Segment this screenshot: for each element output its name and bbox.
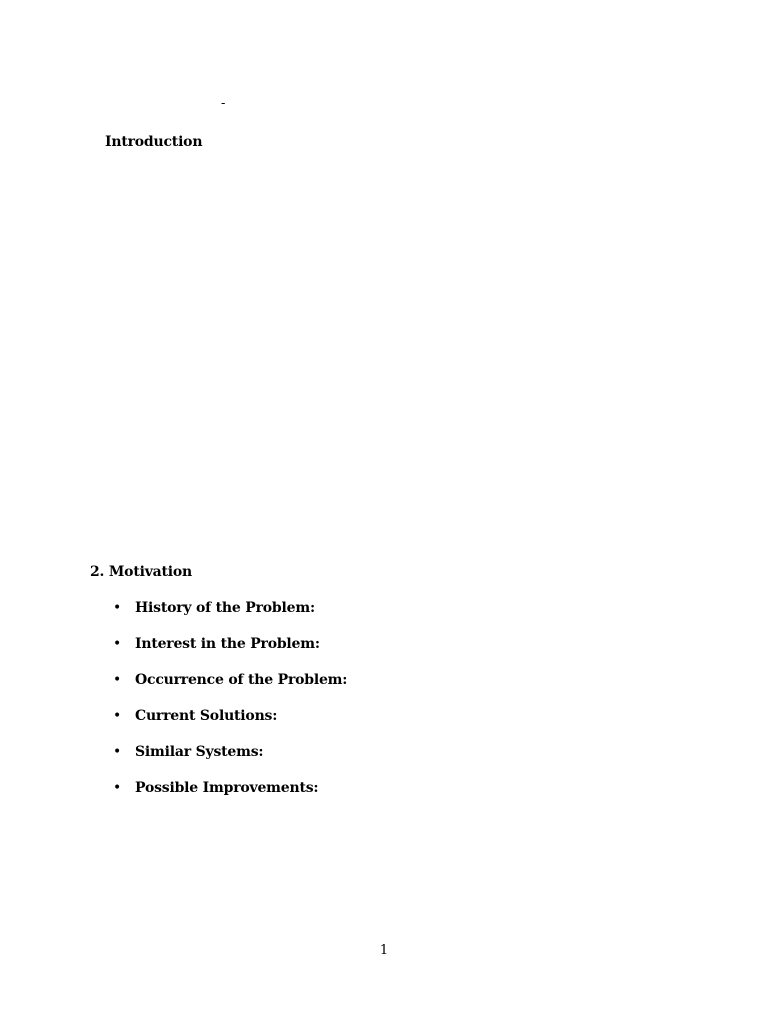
- list-item: [0, 599, 500, 635]
- list-item: [0, 671, 500, 707]
- list-item: [0, 743, 500, 779]
- bullet-icon: •: [113, 636, 122, 652]
- bullet-similar-systems: Similar Systems:: [135, 744, 264, 760]
- motivation-bullet-list: [0, 599, 500, 815]
- page-number: 1: [379, 943, 389, 958]
- bullet-possible-improvements: Possible Improvements:: [135, 780, 319, 796]
- motivation-heading: 2. Motivation: [90, 564, 193, 580]
- bullet-icon: •: [113, 672, 122, 688]
- top-dash-mark: -: [221, 96, 226, 111]
- bullet-icon: •: [113, 780, 122, 796]
- bullet-icon: •: [113, 708, 122, 724]
- bullet-icon: •: [113, 600, 122, 616]
- list-item: [0, 635, 500, 671]
- list-item: [0, 779, 500, 815]
- bullet-history-of-problem: History of the Problem:: [135, 600, 315, 616]
- list-item: [0, 707, 500, 743]
- bullet-occurrence-of-problem: Occurrence of the Problem:: [135, 672, 348, 688]
- introduction-heading: Introduction: [105, 134, 203, 150]
- bullet-current-solutions: Current Solutions:: [135, 708, 278, 724]
- bullet-interest-in-problem: Interest in the Problem:: [135, 636, 320, 652]
- bullet-icon: •: [113, 744, 122, 760]
